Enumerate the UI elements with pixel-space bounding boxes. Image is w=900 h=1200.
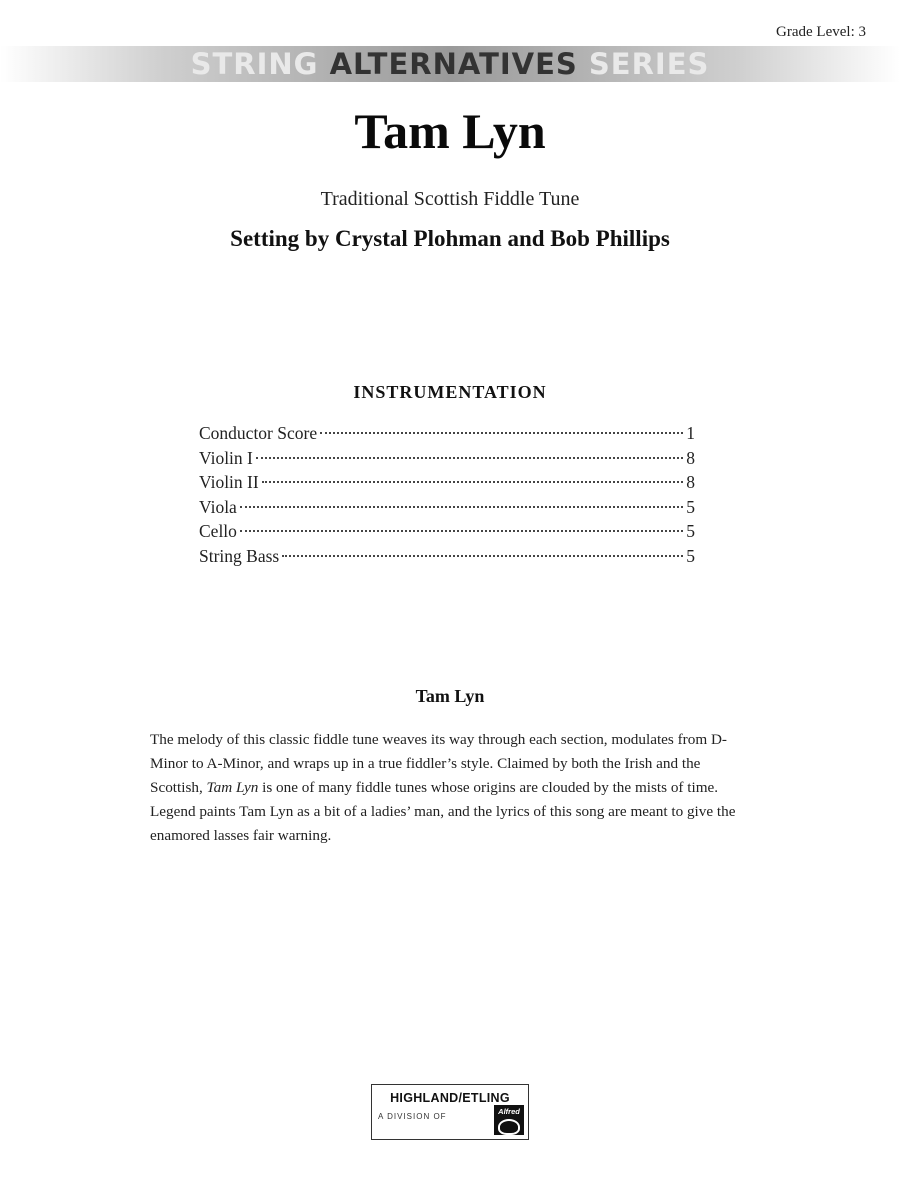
subtitle: Traditional Scottish Fiddle Tune <box>320 188 580 210</box>
instrument-count: 1 <box>686 423 695 443</box>
series-title-part-3: SERIES <box>577 47 710 81</box>
leader-dots <box>262 481 684 483</box>
instrument-row <box>199 495 695 520</box>
publisher-logo <box>371 1084 529 1140</box>
alfred-wordmark: Alfred <box>498 1107 520 1116</box>
instrument-count: 8 <box>686 447 695 468</box>
leader-dots <box>282 555 683 557</box>
instrument-name: String Bass <box>199 545 280 566</box>
series-title-part-2: ALTERNATIVES <box>329 47 578 81</box>
instrument-name: Viola <box>199 496 237 517</box>
instrument-name: Violin II <box>199 472 259 493</box>
program-notes-heading: Tam Lyn <box>415 686 485 706</box>
instrument-name: Cello <box>199 521 237 542</box>
publisher-name: HIGHLAND/ETLING <box>390 1091 510 1105</box>
instrumentation-heading: INSTRUMENTATION <box>353 382 547 402</box>
instrument-name: Conductor Score <box>199 423 318 443</box>
leader-dots <box>240 530 683 532</box>
notes-text-2: is one of many fiddle tunes whose origins are clouded by the mists of time. Legend paints Tam Lyn as a bit of a ladies’ man, and the lyrics of this song are meant to give the enamored lasses fair warning. <box>150 779 736 844</box>
alfred-emblem-icon <box>498 1119 520 1135</box>
instrument-count: 5 <box>686 496 695 517</box>
arranger-credits: Setting by Crystal Plohman and Bob Phillips <box>230 226 670 251</box>
instrumentation-list <box>199 421 695 569</box>
grade-level: Grade Level: 3 <box>776 24 866 40</box>
series-title <box>0 46 900 82</box>
instrument-count: 5 <box>686 545 695 566</box>
page-title: Tam Lyn <box>354 103 546 159</box>
notes-text-1: The melody of this classic fiddle tune weaves its way through each section, modulates from D-Minor to A-Minor, and wraps up in a true fiddler’s style. Claimed by both the Irish and the Scottish, <box>150 731 727 796</box>
instrument-row <box>199 421 695 446</box>
program-notes-body <box>150 728 752 848</box>
instrument-row <box>199 519 695 544</box>
instrument-row <box>199 544 695 569</box>
instrument-count: 8 <box>686 472 695 493</box>
publisher-division: A DIVISION OF <box>378 1112 447 1121</box>
notes-italic-title: Tam Lyn <box>206 779 259 796</box>
instrument-count: 5 <box>686 521 695 542</box>
instrument-name: Violin I <box>199 447 253 468</box>
instrument-row <box>199 446 695 471</box>
instrument-row <box>199 470 695 495</box>
leader-dots <box>240 506 683 508</box>
leader-dots <box>256 457 683 459</box>
alfred-logo-icon <box>494 1105 524 1135</box>
series-title-part-1: STRING <box>190 47 330 81</box>
leader-dots <box>320 432 683 434</box>
